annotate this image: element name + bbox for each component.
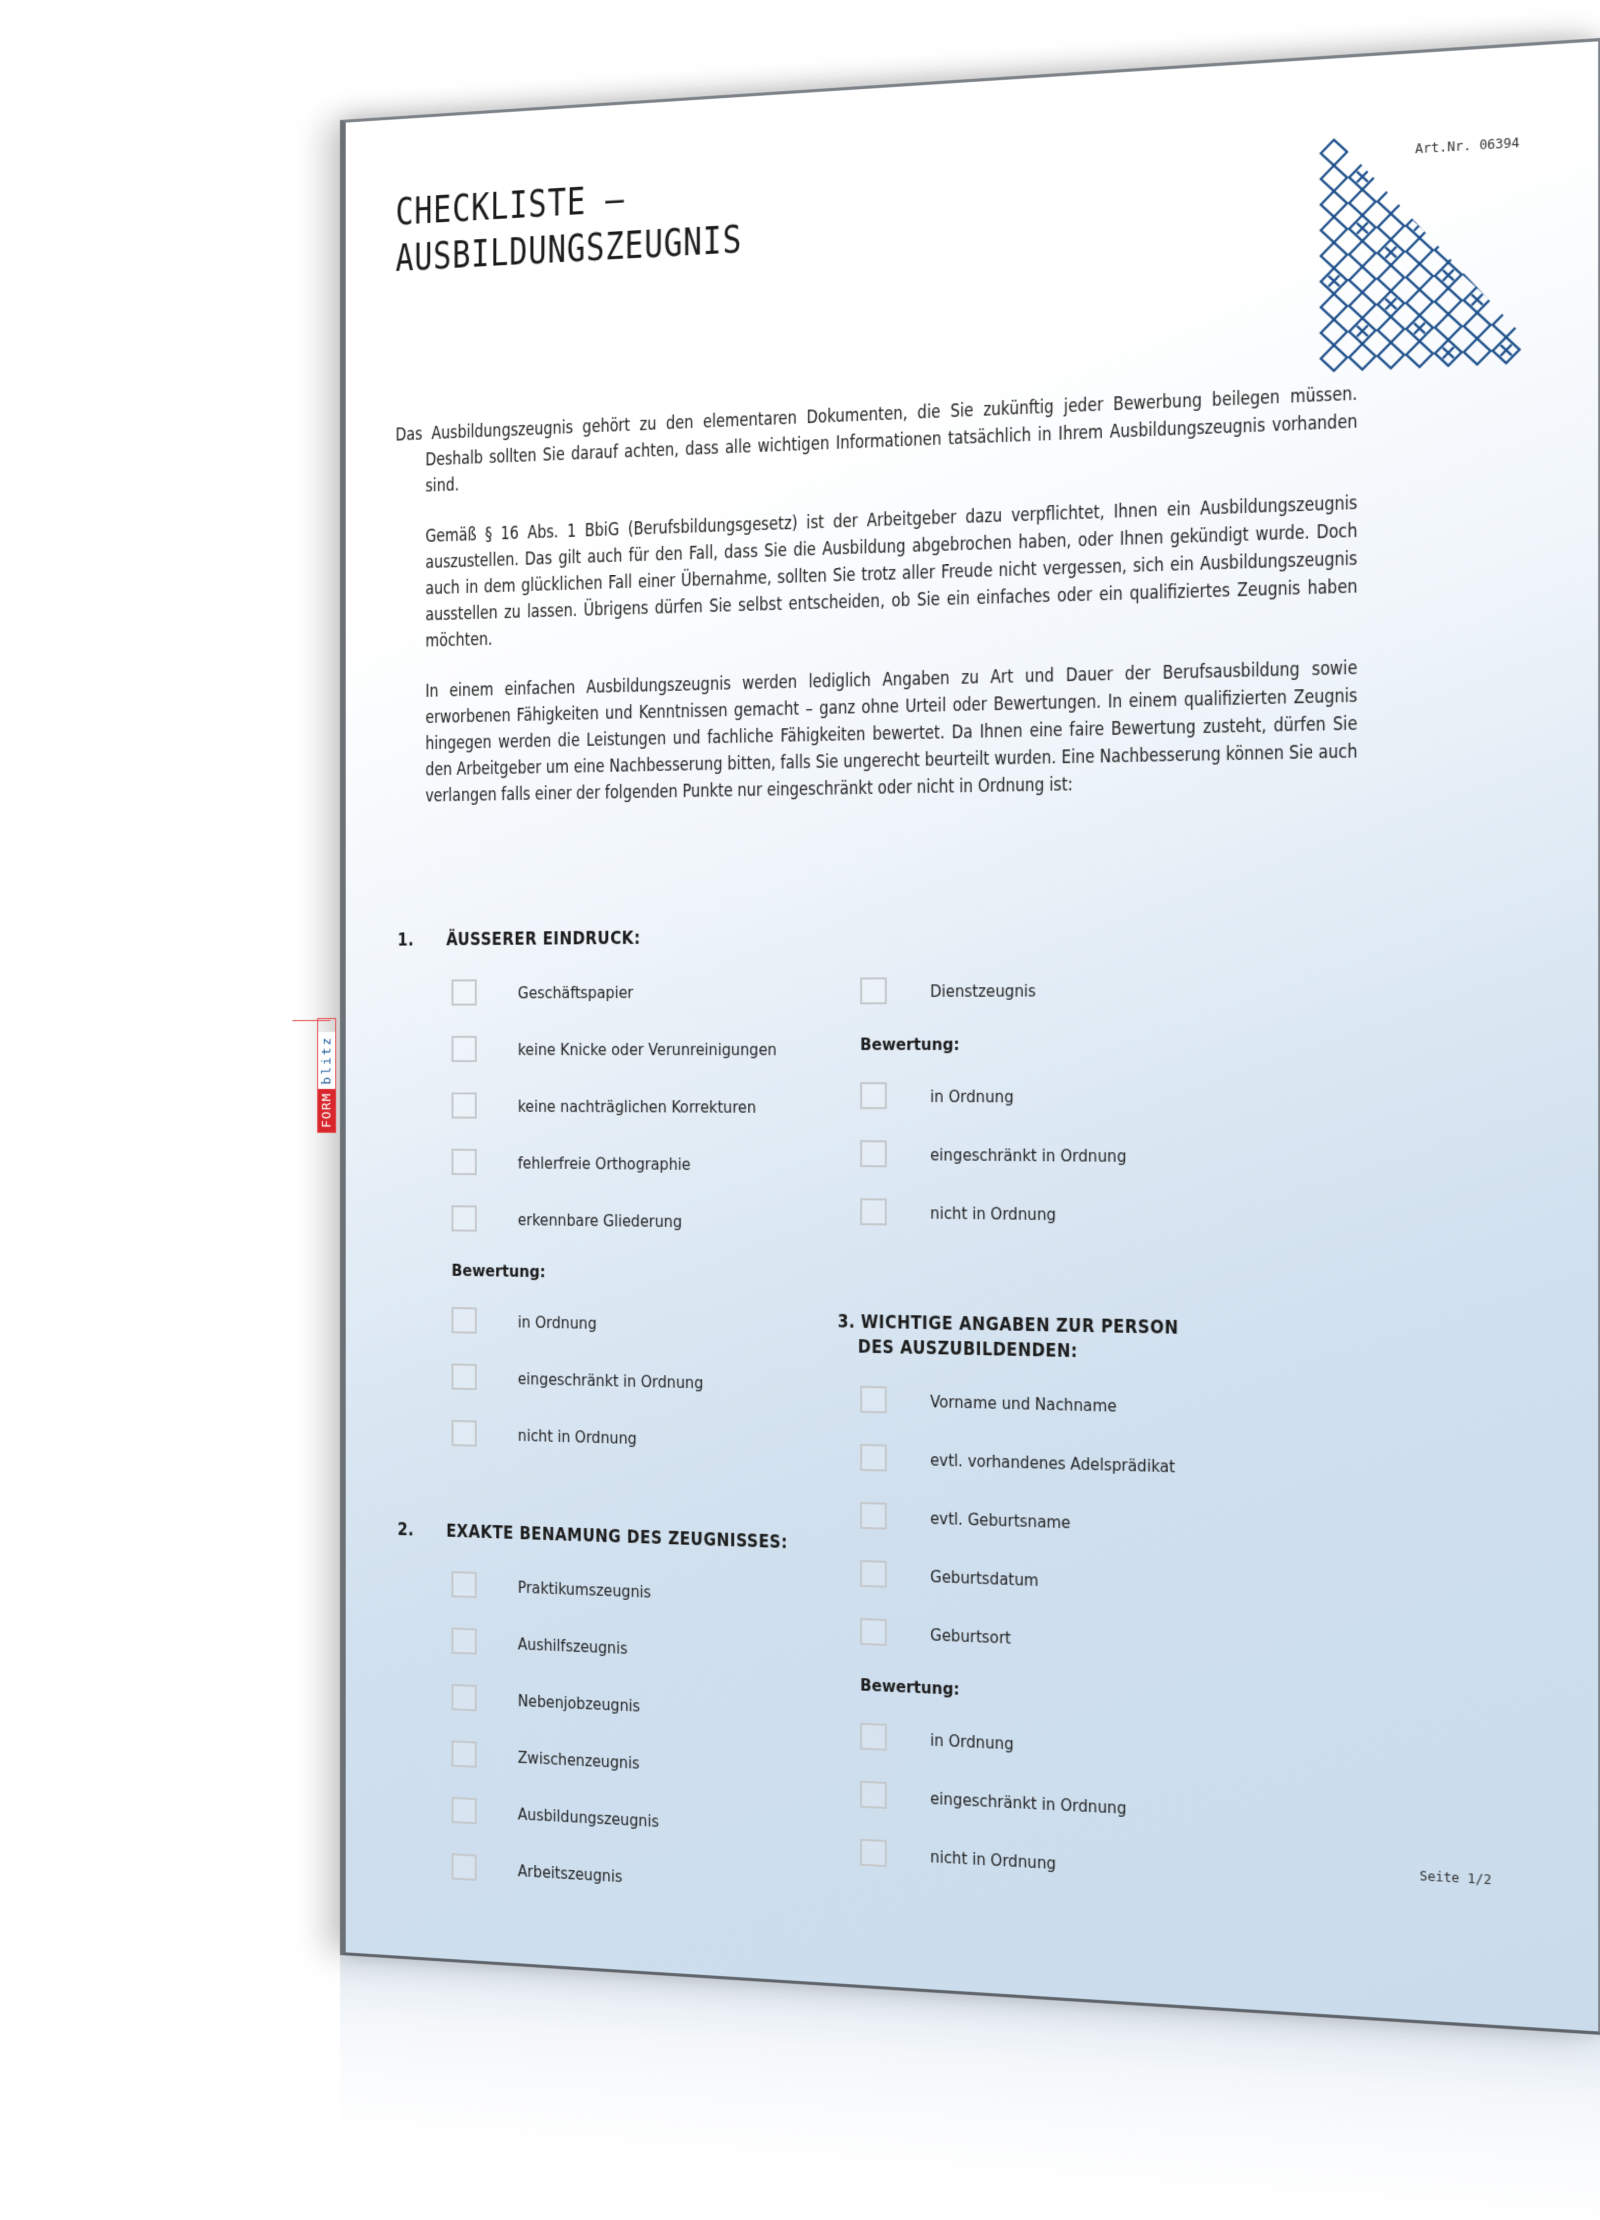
section-number: 3. [837,1311,856,1333]
checkbox[interactable] [860,1386,887,1414]
checkbox[interactable] [860,1140,887,1167]
checklist-item-label: fehlerfreie Orthographie [517,1152,691,1174]
checkbox[interactable] [452,1853,477,1881]
checklist-item[interactable] [452,1134,807,1194]
rating-option-label: eingeschränkt in Ordnung [930,1787,1127,1818]
intro-paragraph-2: Gemäß § 16 Abs. 1 BbiG (Berufsbildungsgesetz) ist der Arbeitgeber dazu verpflichtet, Ihnen ein Ausbildungszeugnis auszustellen. Das gilt auch für den Fall, dass Sie die Ausbildung abgebrochen haben, oder Ihnen gekündigt wurde. Doch auch in dem glücklichen Fall einer Übernahme, sollten Sie trotz aller Freude nicht vergessen, sich ein Ausbildungszeugnis ausstellen zu lassen. Übrigens dürfen Sie selbst entscheiden, ob Sie ein einfaches oder ein qualifiziertes Zeugnis haben möchten. [425,492,1358,652]
checklist-item-label: erkennbare Gliederung [517,1209,682,1231]
checkbox[interactable] [860,1723,887,1751]
checkbox[interactable] [452,1307,477,1334]
checkbox[interactable] [860,1781,887,1809]
checkbox[interactable] [452,1149,477,1175]
rating-option-label: in Ordnung [930,1729,1014,1754]
checklist-item[interactable] [860,1370,1217,1437]
section-heading [838,1312,1179,1365]
checkbox[interactable] [452,1797,477,1825]
document-page-wrapper [319,38,1600,2035]
section-title-line-2: DES AUSZUBILDENDEN: [857,1337,1078,1363]
checkbox[interactable] [860,1198,887,1225]
rating-option[interactable] [860,1067,1149,1126]
checklist-item[interactable] [452,1020,807,1078]
brand-form-text: FORM [318,1089,335,1132]
rating-option-label: nicht in Ordnung [930,1202,1057,1224]
checklist-item-label: keine Knicke oder Verunreinigungen [517,1039,777,1059]
checklist-item-label: Ausbildungszeugnis [517,1803,659,1831]
document-page [319,38,1600,2035]
checklist-item-label: Zwischenzeugnis [517,1747,640,1773]
section-personal-details [838,1312,1218,1901]
rating-option[interactable] [860,1125,1149,1186]
intro-paragraph-1: Das Ausbildungszeugnis gehört zu den elementaren Dokumenten, die Sie zukünftig jeder Bewerbung beilegen müssen. Deshalb sollten Sie darauf achten, dass alle wichtigen Informationen tatsächlich in Ihrem Ausbildungszeugnis vorhanden sind. [395,383,1358,497]
checklist-item-label: evtl. vorhandenes Adelsprädikat [930,1449,1176,1477]
checklist-item-label: Arbeitszeugnis [517,1860,623,1886]
checklist-item-label: Praktikumszeugnis [517,1576,652,1602]
checkbox[interactable] [452,1092,477,1118]
checklist-item-label: Dienstzeugnis [930,980,1036,1001]
checkbox[interactable] [452,1740,477,1767]
rating-option-label: in Ordnung [930,1085,1014,1107]
checkbox[interactable] [860,1618,887,1646]
section-number: 2. [397,1519,415,1541]
title-line-1: CHECKLISTE – [395,176,625,234]
checklist-item[interactable] [860,1602,1217,1675]
title-line-2: AUSBILDUNGSZEUGNIS [395,217,743,281]
checkbox[interactable] [860,1502,887,1530]
section-title: ÄUSSERER EINDRUCK: [446,928,641,951]
section-certificate-name [397,1520,832,1917]
rating-option-label: eingeschränkt in Ordnung [930,1144,1127,1166]
checkbox[interactable] [860,1082,887,1109]
rating-option[interactable] [452,1405,807,1472]
checklist-item-label: keine nachträglichen Korrekturen [517,1096,757,1117]
checkbox[interactable] [860,1560,887,1588]
checklist-item[interactable] [452,1190,807,1251]
checklist-item[interactable] [860,960,1149,1020]
intro-paragraph-3: In einem einfachen Ausbildungszeugnis werden lediglich Angaben zu Art und Dauer der Berufsausbildung sowie erworbenen Fähigkeiten und Kenntnissen gemacht – ganz ohne Urteil oder Bewertungen. In einem qualifizierten Zeugnis hingegen werden die Leistungen und fachliche Fähigkeiten bewertet. Da Ihnen eine faire Bewertung zusteht, dürfen Sie den Arbeitgeber um eine Nachbesserung bitten, falls Sie ungerecht beurteilt wurden. Eine Nachbesserung können Sie auch verlangen falls einer der folgenden Punkte nur eingeschränkt oder nicht in Ordnung ist: [425,657,1358,807]
checkbox-pattern-icon [1319,105,1551,376]
rating-option-label: nicht in Ordnung [517,1425,637,1448]
checklist-item-label: Geschäftspapier [517,982,634,1002]
checklist-item-label: Aushilfszeugnis [517,1633,628,1658]
rating-label: Bewertung: [860,1674,960,1699]
checklist-item[interactable] [860,1428,1217,1497]
checkbox[interactable] [452,1627,477,1654]
rating-option[interactable] [860,1183,1149,1245]
checkbox[interactable] [860,1839,887,1867]
checkbox[interactable] [452,979,477,1005]
section-number: 1. [397,930,415,951]
checkbox[interactable] [452,1363,477,1390]
section-title: EXAKTE BENAMUNG DES ZEUGNISSES: [446,1521,788,1554]
article-number: Art.Nr. 06394 [1415,135,1520,157]
checklist-item-label: Geburtsdatum [930,1565,1039,1590]
checklist-item[interactable] [452,1077,807,1135]
rating-option[interactable] [452,1348,807,1413]
checklist-item-label: evtl. Geburtsname [930,1507,1071,1532]
checkbox[interactable] [452,1571,477,1598]
checkbox[interactable] [452,1420,477,1447]
formblitz-logo [317,1018,336,1133]
rating-option[interactable] [452,1292,807,1356]
checklist-item-label: Geburtsort [930,1624,1011,1648]
page-title [396,169,743,282]
section-heading [397,927,764,950]
checkbox[interactable] [452,1036,477,1062]
rating-label: Bewertung: [860,1034,960,1055]
rating-option-label: eingeschränkt in Ordnung [517,1368,704,1392]
rating-option-label: in Ordnung [517,1311,597,1333]
brand-blitz-text: blitz [318,1032,335,1089]
page-indicator: Seite 1/2 [1419,1868,1492,1888]
section-certificate-name-continued [860,960,1149,1244]
section-heading [397,1520,787,1553]
checklist-item-label: Nebenjobzeugnis [517,1690,641,1716]
rating-option-label: nicht in Ordnung [930,1846,1057,1873]
checkbox[interactable] [860,977,887,1004]
checkbox[interactable] [452,1205,477,1232]
checklist-item[interactable] [452,962,807,1021]
section-title-line-1: WICHTIGE ANGABEN ZUR PERSON [860,1312,1179,1340]
checkbox[interactable] [860,1444,887,1472]
checklist-item-label: Vorname und Nachname [930,1391,1117,1416]
rating-label: Bewertung: [451,1260,546,1282]
intro-text [396,380,1358,834]
section-external-impression [397,927,806,1471]
checkbox[interactable] [452,1684,477,1711]
